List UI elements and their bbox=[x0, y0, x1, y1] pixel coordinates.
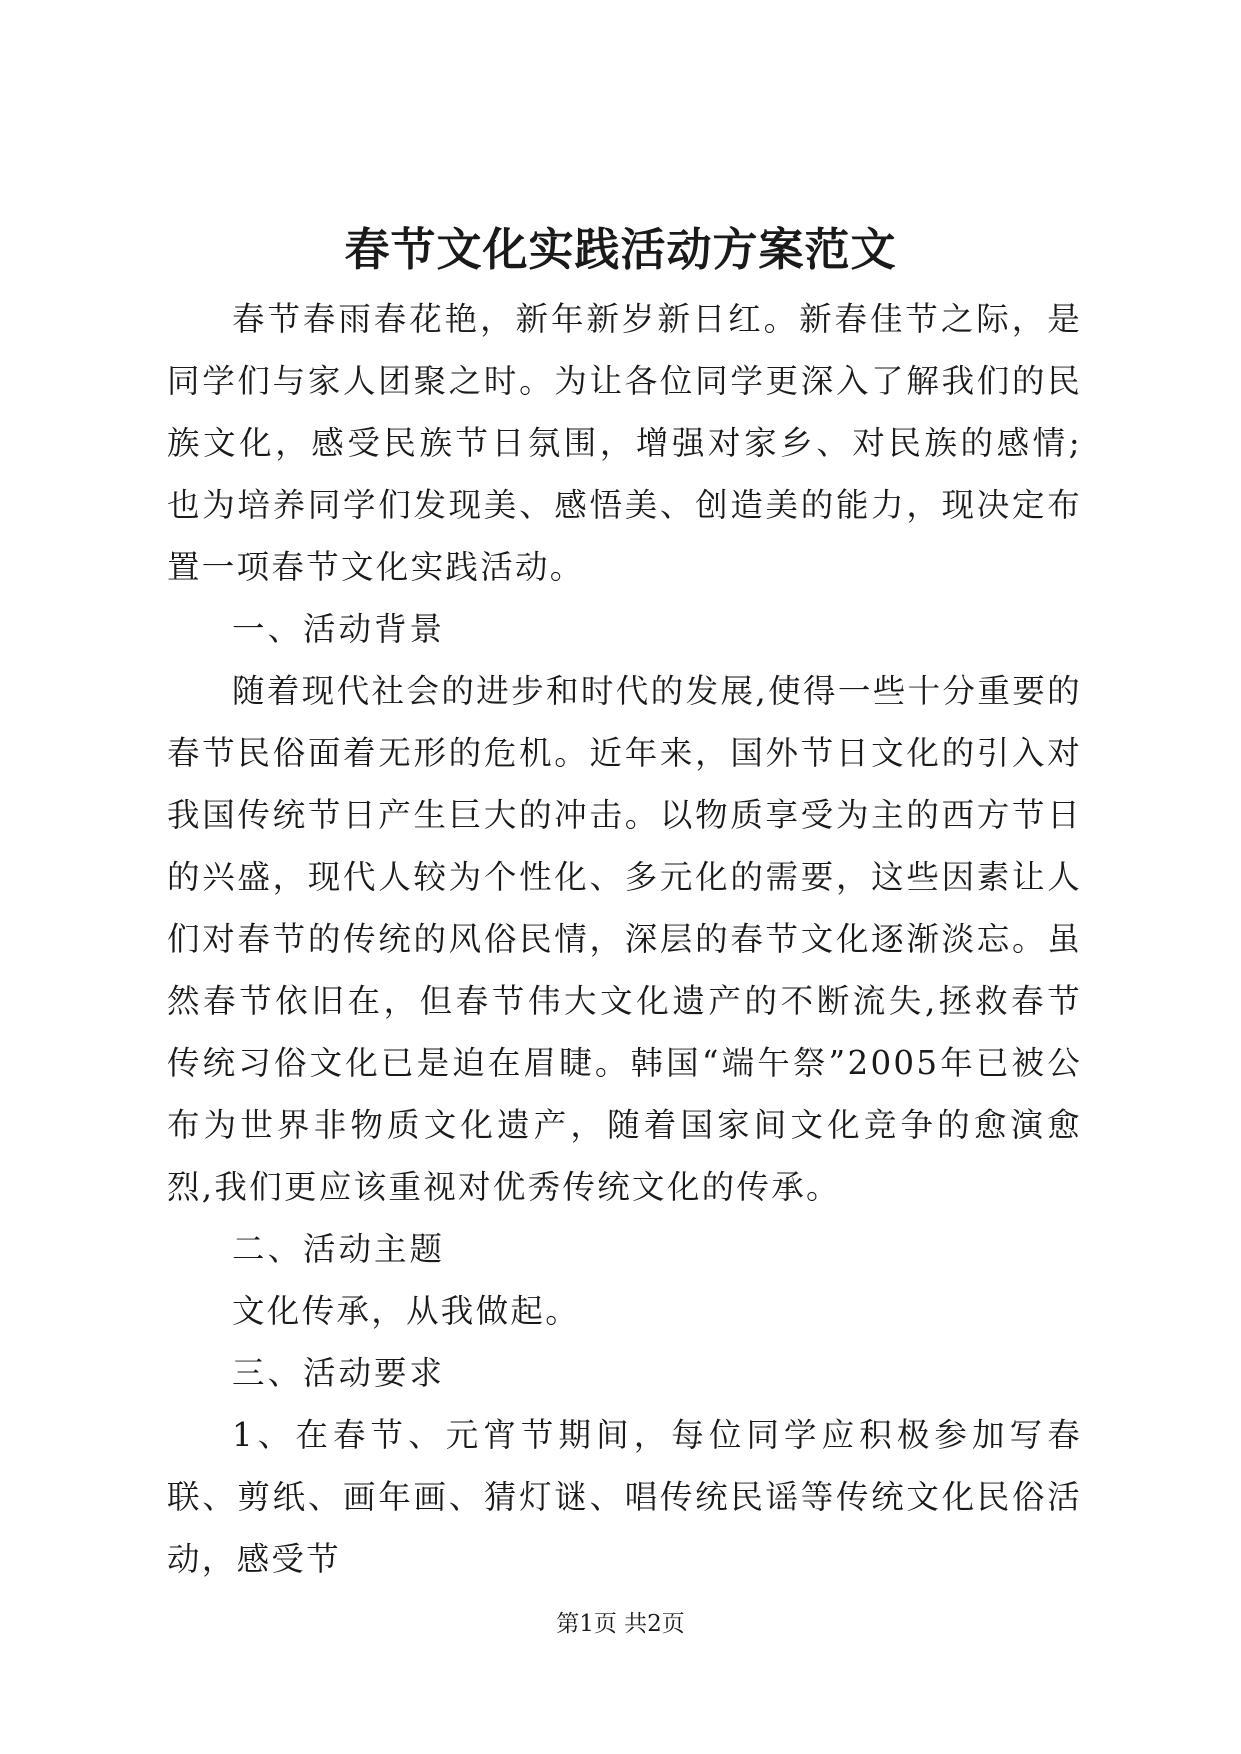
background-paragraph: 随着现代社会的进步和时代的发展,使得一些十分重要的春节民俗面着无形的危机。近年来，国外节日文化的引入对我国传统节日产生巨大的冲击。以物质享受为主的西方节日的兴盛，现代人较为个性化、多元化的需要，这些因素让人们对春节的传统的风俗民情，深层的春节文化逐渐淡忘。虽然春节依旧在，但春节伟大文化遗产的不断流失,拯救春节传统习俗文化已是迫在眉睫。韩国“端午祭”2005年已被公布为世界非物质文化遗产，随着国家间文化竞争的愈演愈烈,我们更应该重视对优秀传统文化的传承。 bbox=[167, 672, 1082, 1206]
section-heading-requirements: 三、活动要求 bbox=[232, 1354, 446, 1392]
section-heading-theme: 二、活动主题 bbox=[232, 1230, 446, 1268]
requirement-item-1: 1、在春节、元宵节期间，每位同学应积极参加写春联、剪纸、画年画、猜灯谜、唱传统民谣等传统文化民俗活动，感受节 bbox=[167, 1416, 1082, 1578]
section-heading-background: 一、活动背景 bbox=[232, 610, 446, 648]
intro-paragraph: 春节春雨春花艳，新年新岁新日红。新春佳节之际，是同学们与家人团聚之时。为让各位同学更深入了解我们的民族文化，感受民族节日氛围，增强对家乡、对民族的感情;也为培养同学们发现美、感悟美、创造美的能力，现决定布置一项春节文化实践活动。 bbox=[167, 300, 1082, 586]
document-body bbox=[167, 288, 1082, 1590]
document-title: 春节文化实践活动方案范文 bbox=[344, 223, 897, 276]
page-footer: 第1页 共2页 bbox=[556, 1611, 685, 1637]
theme-paragraph: 文化传承，从我做起。 bbox=[232, 1292, 581, 1330]
